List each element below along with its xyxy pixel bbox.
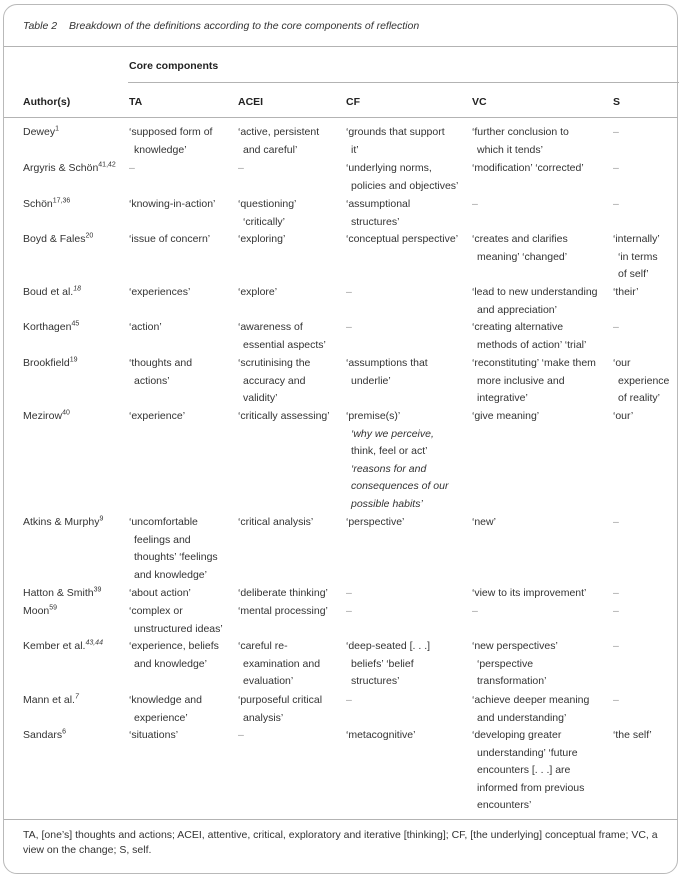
vc-cell — [472, 196, 478, 214]
cell-line: ‘questioning’ — [238, 198, 297, 210]
author-cell — [23, 124, 59, 142]
s-cell — [613, 727, 652, 745]
cell-line: knowledge’ — [134, 143, 187, 156]
empty-dash: – — [613, 694, 619, 706]
cell-line: ‘uncomfortable — [129, 516, 198, 528]
cf-cell — [346, 638, 430, 691]
table-number: Table 2 — [23, 20, 58, 32]
cell-line: encounters’ — [477, 799, 532, 812]
author-text: Schön — [23, 198, 53, 210]
col-header-s: S — [613, 96, 621, 108]
author-text: Atkins & Murphy — [23, 516, 100, 528]
s-cell — [613, 160, 619, 178]
cell-line: ‘further conclusion to — [472, 126, 569, 138]
core-components-rule — [128, 82, 679, 83]
cell-line: ‘new perspectives’ — [472, 640, 558, 652]
cell-line: and knowledge’ — [134, 657, 207, 670]
cell-line: underlie’ — [351, 374, 391, 387]
reference-number: 45 — [71, 320, 80, 328]
author-text: Mezirow — [23, 410, 63, 422]
cell-line: ‘purposeful critical — [238, 694, 323, 706]
cell-line: ‘the self’ — [613, 729, 652, 741]
cell-line: ‘achieve deeper meaning — [472, 694, 590, 706]
empty-dash: – — [613, 605, 619, 617]
vc-cell — [472, 408, 539, 426]
author-name — [23, 355, 78, 373]
cell-line: ‘perspective — [477, 657, 534, 670]
cell-line: ‘their’ — [613, 286, 639, 298]
author-name — [23, 231, 93, 249]
cf-cell — [346, 319, 352, 337]
author-name — [23, 514, 103, 532]
cell-line: ‘experiences’ — [129, 286, 191, 298]
author-text: Sandars — [23, 729, 63, 741]
author-cell — [23, 727, 66, 745]
s-cell — [613, 514, 619, 532]
cell-line: ‘action’ — [129, 321, 162, 333]
cf-cell — [346, 196, 410, 231]
cell-line: ‘reasons for and — [351, 462, 427, 475]
empty-dash: – — [346, 286, 352, 298]
reference-number: 20 — [85, 232, 94, 240]
cell-line: informed from previous — [477, 781, 585, 794]
cell-line: ‘lead to new understanding — [472, 286, 598, 298]
ta-cell — [129, 355, 192, 390]
author-text: Brookfield — [23, 357, 70, 369]
author-text: Mann et al. — [23, 694, 75, 706]
ta-cell — [129, 124, 212, 159]
cell-line: and knowledge’ — [134, 568, 207, 581]
reference-number: 9 — [99, 515, 104, 523]
cf-cell — [346, 692, 352, 710]
cf-cell — [346, 585, 352, 603]
table-caption — [23, 20, 419, 32]
author-cell — [23, 514, 103, 532]
empty-dash: – — [472, 605, 478, 617]
author-name — [23, 603, 57, 621]
cf-cell — [346, 355, 428, 390]
reference-number: 18 — [73, 285, 81, 293]
empty-dash: – — [613, 198, 619, 210]
cell-line: ‘experience’ — [129, 410, 186, 422]
cell-line: and understanding’ — [477, 711, 567, 724]
cf-cell — [346, 603, 352, 621]
ta-cell — [129, 160, 135, 178]
header-rule — [4, 117, 678, 118]
author-name — [23, 196, 70, 214]
cell-line: examination and — [243, 657, 321, 670]
author-text: Korthagen — [23, 321, 72, 333]
cell-line: ‘complex or — [129, 605, 183, 617]
acei-cell — [238, 124, 319, 159]
cell-line: validity’ — [243, 392, 278, 405]
cell-line: ‘our’ — [613, 410, 634, 422]
reference-number: 17,36 — [52, 197, 71, 205]
acei-cell — [238, 196, 296, 231]
reference-number: 6 — [62, 728, 67, 736]
s-cell — [613, 638, 619, 656]
cell-line: possible habits’ — [351, 497, 423, 510]
caption-divider — [4, 46, 678, 47]
author-text: Boyd & Fales — [23, 233, 86, 245]
cell-line: ‘perspective’ — [346, 516, 405, 528]
cell-line: more inclusive and — [477, 374, 565, 387]
author-cell — [23, 355, 78, 373]
cell-line: ‘developing greater — [472, 729, 562, 741]
cell-line: ‘explore’ — [238, 286, 278, 298]
vc-cell — [472, 231, 568, 266]
ta-cell — [129, 585, 191, 603]
cell-line: it’ — [351, 143, 359, 156]
author-cell — [23, 692, 79, 710]
cell-line: ‘deep-seated [. . .] — [346, 640, 431, 652]
cell-line: methods of action’ ‘trial’ — [477, 338, 587, 351]
author-cell — [23, 284, 81, 302]
author-text: Argyris & Schön — [23, 162, 99, 174]
acei-cell — [238, 585, 328, 603]
author-cell — [23, 585, 101, 603]
empty-dash: – — [613, 126, 619, 138]
cf-cell — [346, 727, 415, 745]
s-cell — [613, 692, 619, 710]
cell-line: ‘about action’ — [129, 587, 191, 599]
author-cell — [23, 319, 79, 337]
author-cell — [23, 408, 70, 426]
s-cell — [613, 585, 619, 603]
table-footnote: TA, [one’s] thoughts and actions; ACEI, attentive, critical, exploratory and iterative [thinking]; CF, [the underlying] conceptual frame; VC, a view on the change; S, self. — [23, 829, 658, 856]
cell-line: ‘knowing-in-action’ — [129, 198, 216, 210]
cell-line: ‘exploring’ — [238, 233, 286, 245]
cell-line: and careful’ — [243, 143, 298, 156]
ta-cell — [129, 231, 210, 249]
reference-number: 1 — [55, 125, 60, 133]
cell-line: ‘careful re- — [238, 640, 288, 652]
author-cell — [23, 196, 70, 214]
cf-cell — [346, 160, 458, 195]
empty-dash: – — [238, 162, 244, 174]
cell-line: of reality’ — [618, 392, 661, 405]
empty-dash: – — [613, 587, 619, 599]
cell-line: ‘premise(s)’ — [346, 410, 401, 422]
author-text: Kember et al. — [23, 640, 86, 652]
ta-cell — [129, 514, 218, 584]
cell-line: ‘view to its improvement’ — [472, 587, 587, 599]
cell-line: ‘new’ — [472, 516, 496, 528]
cell-line: ‘knowledge and — [129, 694, 202, 706]
cell-line: ‘internally’ — [613, 233, 660, 245]
cell-line: ‘assumptions that — [346, 357, 428, 369]
col-header-cf: CF — [346, 96, 360, 108]
ta-cell — [129, 284, 190, 302]
cell-line: analysis’ — [243, 711, 284, 724]
col-header-acei: ACEI — [238, 96, 264, 108]
cell-line: which it tends’ — [477, 143, 543, 156]
cell-line: structures’ — [351, 215, 400, 228]
cell-line: transformation’ — [477, 675, 547, 688]
cell-line: integrative’ — [477, 392, 528, 405]
author-name — [23, 638, 103, 656]
cell-line: ‘metacognitive’ — [346, 729, 416, 741]
acei-cell — [238, 284, 277, 302]
vc-cell — [472, 319, 586, 354]
cell-line: ‘issue of concern’ — [129, 233, 211, 245]
vc-cell — [472, 355, 596, 408]
author-text: Hatton & Smith — [23, 587, 94, 599]
cell-line: essential aspects’ — [243, 338, 326, 351]
vc-cell — [472, 727, 584, 815]
empty-dash: – — [613, 162, 619, 174]
vc-cell — [472, 514, 496, 532]
author-name — [23, 727, 66, 745]
cell-line: ‘situations’ — [129, 729, 179, 741]
cf-cell — [346, 514, 404, 532]
author-name — [23, 408, 70, 426]
cell-line: ‘creating alternative — [472, 321, 564, 333]
cell-line: ‘give meaning’ — [472, 410, 540, 422]
empty-dash: – — [238, 729, 244, 741]
vc-cell — [472, 603, 478, 621]
author-name — [23, 160, 116, 178]
cell-line: thoughts’ ‘feelings — [134, 551, 218, 564]
vc-cell — [472, 638, 558, 691]
cell-line: ‘supposed form of — [129, 126, 213, 138]
acei-cell — [238, 160, 244, 178]
vc-cell — [472, 585, 586, 603]
reference-number: 40 — [62, 409, 70, 417]
cell-line: feelings and — [134, 533, 191, 546]
author-text: Dewey — [23, 126, 56, 138]
author-cell — [23, 603, 57, 621]
empty-dash: – — [346, 694, 352, 706]
acei-cell — [238, 408, 330, 426]
reference-number: 41,42 — [98, 161, 116, 169]
cell-line: structures’ — [351, 675, 400, 688]
cell-line: ‘underlying norms, — [346, 162, 432, 174]
cell-line: ‘modification’ ‘corrected’ — [472, 162, 584, 174]
cell-line: unstructured ideas’ — [134, 622, 223, 635]
acei-cell — [238, 638, 320, 691]
cf-cell — [346, 231, 458, 249]
cell-line: of self’ — [618, 268, 649, 281]
author-name — [23, 319, 79, 337]
reference-number: 43,44 — [85, 639, 103, 647]
s-cell — [613, 355, 669, 408]
empty-dash: – — [346, 321, 352, 333]
cell-line: evaluation’ — [243, 675, 294, 688]
cell-line: ‘assumptional — [346, 198, 411, 210]
cell-line: ‘in terms — [618, 250, 658, 263]
cell-line: and appreciation’ — [477, 303, 557, 316]
cell-line: ‘why we perceive, — [351, 427, 434, 440]
cell-line: ‘reconstituting’ ‘make them — [472, 357, 596, 369]
cell-line: consequences of our — [351, 480, 449, 493]
cell-line: ‘our — [613, 357, 631, 369]
s-cell — [613, 408, 633, 426]
cell-line: accuracy and — [243, 374, 306, 387]
empty-dash: – — [613, 321, 619, 333]
cf-cell — [346, 124, 445, 159]
cell-line: meaning’ ‘changed’ — [477, 250, 568, 263]
acei-cell — [238, 514, 313, 532]
cell-line: ‘experience, beliefs — [129, 640, 219, 652]
table-bottom-rule — [4, 819, 678, 820]
cell-line: ‘conceptual perspective’ — [346, 233, 459, 245]
s-cell — [613, 196, 619, 214]
author-name — [23, 692, 79, 710]
col-header-vc: VC — [472, 96, 487, 108]
author-name — [23, 124, 59, 142]
ta-cell — [129, 727, 178, 745]
author-name — [23, 284, 81, 302]
cell-line: ‘scrutinising the — [238, 357, 311, 369]
ta-cell — [129, 638, 219, 673]
acei-cell — [238, 355, 310, 408]
col-header-authors: Author(s) — [23, 96, 71, 108]
reference-number: 39 — [93, 586, 102, 594]
cell-line: ‘creates and clarifies — [472, 233, 568, 245]
cell-line: encounters [. . .] are — [477, 764, 571, 777]
vc-cell — [472, 692, 589, 727]
cell-line: experience’ — [134, 711, 188, 724]
author-text: Boud et al. — [23, 286, 74, 298]
cf-cell — [346, 284, 352, 302]
cell-line: ‘critically assessing’ — [238, 410, 330, 422]
cell-line: ‘critical analysis’ — [238, 516, 314, 528]
s-cell — [613, 319, 619, 337]
reference-number: 19 — [69, 356, 78, 364]
empty-dash: – — [129, 162, 135, 174]
ta-cell — [129, 196, 215, 214]
empty-dash: – — [346, 605, 352, 617]
ta-cell — [129, 692, 202, 727]
author-name — [23, 585, 101, 603]
cell-line: understanding’ ‘future — [477, 746, 578, 759]
author-text: Moon — [23, 605, 50, 617]
s-cell — [613, 124, 619, 142]
cell-line: beliefs’ ‘belief — [351, 657, 414, 670]
cell-line: ‘mental processing’ — [238, 605, 328, 617]
reference-number: 7 — [74, 693, 79, 701]
s-cell — [613, 603, 619, 621]
ta-cell — [129, 319, 162, 337]
cell-line: ‘active, persistent — [238, 126, 320, 138]
vc-cell — [472, 124, 569, 159]
cf-cell — [346, 408, 448, 514]
empty-dash: – — [613, 516, 619, 528]
acei-cell — [238, 603, 328, 621]
author-cell — [23, 638, 103, 656]
author-cell — [23, 160, 116, 178]
cell-line: experience — [618, 374, 670, 387]
core-components-header: Core components — [129, 60, 219, 72]
s-cell — [613, 284, 638, 302]
empty-dash: – — [346, 587, 352, 599]
empty-dash: – — [472, 198, 478, 210]
acei-cell — [238, 692, 322, 727]
ta-cell — [129, 603, 223, 638]
ta-cell — [129, 408, 185, 426]
cell-line: actions’ — [134, 374, 170, 387]
vc-cell — [472, 284, 598, 319]
vc-cell — [472, 160, 584, 178]
cell-line: ‘thoughts and — [129, 357, 193, 369]
cell-line: ‘critically’ — [243, 215, 285, 228]
author-cell — [23, 231, 93, 249]
table-title: Breakdown of the definitions according to the core components of reflection — [68, 20, 420, 32]
cell-line: ‘grounds that support — [346, 126, 445, 138]
acei-cell — [238, 727, 244, 745]
acei-cell — [238, 231, 285, 249]
cell-line: ‘deliberate thinking’ — [238, 587, 328, 599]
acei-cell — [238, 319, 326, 354]
s-cell — [613, 231, 660, 284]
cell-line: ‘awareness of — [238, 321, 303, 333]
cell-line: policies and objectives’ — [351, 179, 459, 192]
cell-line: think, feel or act’ — [351, 445, 428, 458]
col-header-ta: TA — [129, 96, 143, 108]
reference-number: 59 — [49, 604, 58, 612]
empty-dash: – — [613, 640, 619, 652]
